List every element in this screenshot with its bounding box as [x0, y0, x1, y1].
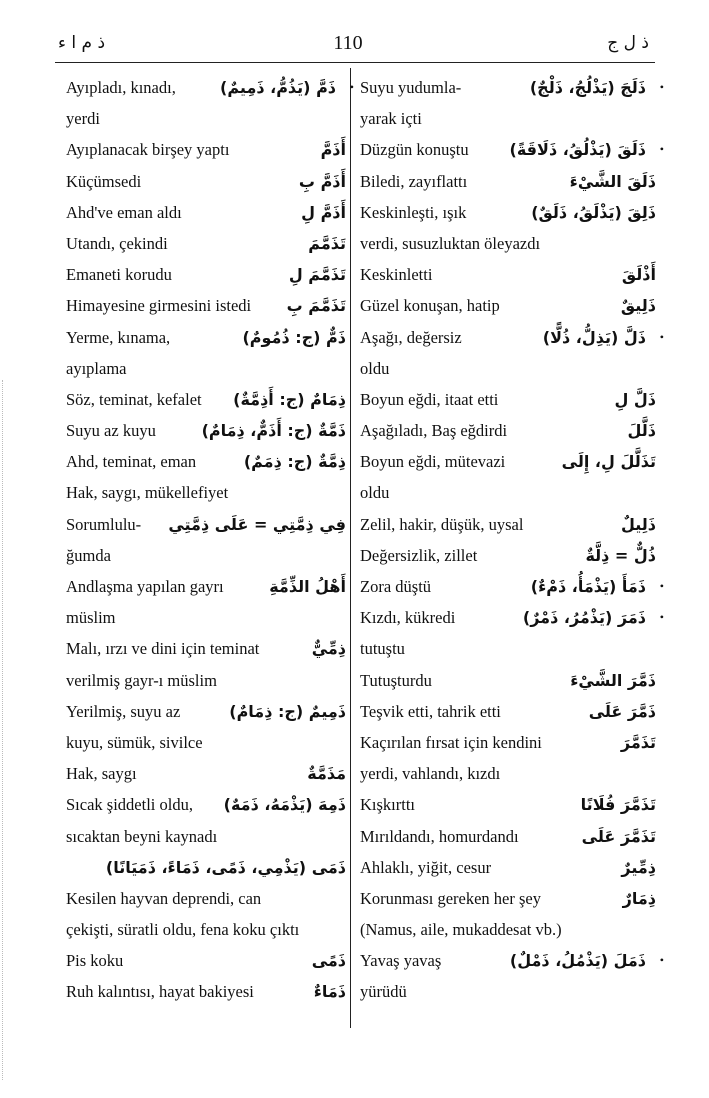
turkish-definition: Ruh kalıntısı, hayat bakiyesi — [66, 982, 254, 1002]
entry-row — [66, 384, 346, 415]
arabic-headword: ذِمِّيٌّ — [311, 639, 346, 659]
entry-row — [360, 353, 656, 384]
arabic-headword: ذَلِيلٌ — [620, 514, 656, 534]
entry-row — [66, 758, 346, 789]
turkish-definition: Ayıpladı, kınadı, — [66, 78, 176, 97]
turkish-definition: (Namus, aile, mukaddesat vb.) — [360, 920, 562, 940]
entry-bullet: • — [659, 329, 664, 344]
arabic-headword: تَذَمَّمَ — [308, 233, 346, 253]
turkish-definition: Sorumlulu- — [66, 514, 142, 534]
entry-row — [66, 415, 346, 446]
entry-row — [360, 883, 656, 914]
entry-bullet: • — [659, 142, 664, 157]
entry-bullet: • — [349, 80, 354, 94]
entry-row — [66, 945, 346, 976]
arabic-headword: تَذَمَّرَ — [620, 732, 656, 752]
entry-row — [360, 696, 656, 727]
entry-row — [66, 571, 346, 602]
header-right-letters: ذ ل ج — [607, 33, 649, 53]
entry-row — [360, 758, 656, 789]
turkish-definition: yerdi, vahlandı, kızdı — [360, 764, 501, 784]
turkish-definition: Hak, saygı — [66, 764, 137, 784]
arabic-headword: ذِمَامٌ (ج: أَذِمَّةٌ) — [233, 389, 346, 409]
entry-row — [360, 166, 656, 197]
entry-row — [66, 602, 346, 633]
arabic-headword: تَذَمَّرَ عَلَى — [581, 826, 656, 846]
entry-row — [360, 976, 656, 1007]
turkish-definition: Kaçırılan fırsat için kendini — [360, 732, 542, 752]
arabic-headword: ذَمَاءٌ — [313, 982, 346, 1002]
arabic-headword: مَذَمَّةٌ — [307, 764, 346, 784]
entry-row — [360, 322, 664, 353]
arabic-headword: ذَمًى — [311, 951, 346, 971]
entry-row — [66, 72, 354, 103]
turkish-definition: Kesilen hayvan deprendi, can — [66, 888, 262, 908]
turkish-definition: kuyu, sümük, sivilce — [66, 732, 203, 752]
arabic-headword: ذَمَّ (يَذُمُّ، ذَمِيمٌ) — [220, 78, 336, 97]
turkish-definition: Emaneti korudu — [66, 265, 172, 285]
entry-row — [360, 477, 656, 508]
entry-row — [360, 540, 656, 571]
arabic-headword: ذَمَأَ (يَذْمَأُ، ذَمْءٌ) — [530, 577, 646, 596]
entry-row — [360, 103, 656, 134]
arabic-headword: ذُلٌّ = ذِلَّةٌ — [585, 545, 656, 565]
turkish-definition: ğumda — [66, 545, 111, 565]
turkish-definition: Ayıplanacak birşey yaptı — [66, 140, 230, 160]
turkish-definition: Mırıldandı, homurdandı — [360, 826, 519, 846]
arabic-headword: فِي ذِمَّتِي = عَلَى ذِمَّتِي — [168, 514, 346, 534]
turkish-definition: Tutuşturdu — [360, 670, 432, 690]
arabic-headword: ذَلَّ (يَذِلُّ، ذُلًّا) — [542, 327, 646, 347]
turkish-definition: Malı, ırzı ve dini için teminat — [66, 639, 260, 659]
entry-bullet: • — [659, 80, 664, 94]
entry-row — [66, 134, 346, 165]
entry-row — [66, 727, 346, 758]
entry-row — [360, 197, 656, 228]
arabic-headword: ذَلِيقٌ — [620, 296, 656, 316]
turkish-definition: Düzgün konuştu — [360, 140, 469, 160]
turkish-definition: Korunması gereken her şey — [360, 888, 541, 908]
turkish-definition: Ahd, teminat, eman — [66, 452, 197, 472]
turkish-definition: Güzel konuşan, hatip — [360, 296, 500, 316]
right-column — [360, 72, 664, 1008]
arabic-headword: ذَمَّرَ الشَّيْءَ — [570, 670, 656, 690]
entry-row — [360, 72, 664, 103]
turkish-definition: Suyu yudumla- — [360, 78, 462, 97]
turkish-definition: Yerme, kınama, — [66, 327, 171, 347]
left-column — [66, 72, 354, 1008]
entry-row — [360, 259, 656, 290]
entry-row — [66, 290, 346, 321]
turkish-definition: Zelil, hakir, düşük, uysal — [360, 514, 524, 534]
arabic-headword: ذَمٌّ (ج: ذُمُومٌ) — [242, 327, 346, 347]
turkish-definition: oldu — [360, 483, 390, 503]
turkish-definition: ayıplama — [66, 358, 127, 378]
turkish-definition: Yavaş yavaş — [360, 951, 442, 971]
entry-row — [360, 727, 656, 758]
arabic-headword: ذِمَارٌ — [622, 888, 656, 908]
entry-row — [66, 228, 346, 259]
turkish-definition: verdi, susuzluktan öleyazdı — [360, 233, 541, 253]
entry-row — [360, 446, 656, 477]
entry-row — [360, 945, 664, 976]
entry-row — [66, 446, 346, 477]
entry-row — [360, 665, 656, 696]
page-number: 110 — [333, 32, 363, 54]
turkish-definition: yürüdü — [360, 982, 407, 1002]
arabic-headword: ذَلِقَ (يَذْلَقُ، ذَلَقٌ) — [531, 202, 656, 222]
turkish-definition: Pis koku — [66, 951, 124, 971]
turkish-definition: Küçümsedi — [66, 171, 142, 191]
entry-row — [360, 384, 656, 415]
turkish-definition: Boyun eğdi, mütevazi — [360, 452, 506, 472]
turkish-definition: Teşvik etti, tahrik etti — [360, 701, 501, 721]
turkish-definition: Suyu az kuyu — [66, 421, 156, 441]
turkish-definition: Kızdı, kükredi — [360, 608, 456, 628]
arabic-headword: ذَمِيمٌ (ج: ذِمَامٌ) — [229, 701, 346, 721]
arabic-headword: ذِمِّيرٌ — [621, 857, 656, 877]
entry-row — [360, 914, 656, 945]
entry-row — [66, 665, 346, 696]
turkish-definition: tutuştu — [360, 639, 405, 659]
turkish-definition: Keskinleşti, ışık — [360, 202, 467, 222]
arabic-headword: ذَمَّرَ عَلَى — [588, 701, 656, 721]
arabic-headword: ذَلَقَ الشَّيْءَ — [569, 171, 656, 191]
entry-row — [66, 852, 346, 883]
entry-row — [66, 509, 346, 540]
turkish-definition: Aşağı, değersiz — [360, 327, 462, 347]
entry-row — [360, 821, 656, 852]
arabic-headword: ذَلَجَ (يَذْلُجُ، ذَلْجٌ) — [529, 78, 646, 97]
arabic-headword: ذَمَرَ (يَذْمُرُ، ذَمْرٌ) — [522, 608, 646, 628]
entry-row — [66, 914, 346, 945]
entry-bullet: • — [659, 579, 664, 593]
entry-row — [66, 821, 346, 852]
entry-row — [360, 602, 664, 633]
binding-dots — [2, 380, 3, 1080]
turkish-definition: Yerilmiş, suyu az — [66, 701, 181, 721]
arabic-headword: أَهْلُ الذِّمَّةِ — [269, 577, 346, 596]
arabic-headword: ذَلَّ لِ — [614, 389, 656, 409]
turkish-definition: Zora düştü — [360, 577, 432, 596]
turkish-definition: Söz, teminat, kefalet — [66, 389, 202, 409]
arabic-headword: ذَلَقَ (يَذْلُقُ، ذَلَاقَةً) — [509, 140, 646, 160]
entry-row — [66, 259, 346, 290]
entry-row — [360, 509, 656, 540]
entry-row — [360, 633, 656, 664]
entry-row — [66, 883, 346, 914]
arabic-headword: ذَمِهَ (يَذْمَهُ، ذَمَهٌ) — [223, 795, 346, 815]
turkish-definition: Himayesine girmesini istedi — [66, 296, 252, 316]
entry-row — [360, 852, 656, 883]
entry-row — [66, 976, 346, 1007]
entry-row — [66, 322, 346, 353]
column-divider — [350, 68, 351, 1028]
header-rule — [55, 62, 655, 63]
turkish-definition: yarak içti — [360, 109, 422, 129]
arabic-headword: أَذَمَّ لِ — [301, 202, 346, 222]
arabic-headword: أَذْلَقَ — [621, 265, 656, 285]
arabic-headword: ذِمَّةٌ (ج: ذِمَمٌ) — [243, 452, 346, 472]
entry-row — [360, 228, 656, 259]
entry-row — [360, 571, 664, 602]
entry-row — [66, 353, 346, 384]
entry-bullet: • — [659, 953, 664, 968]
turkish-definition: müslim — [66, 608, 116, 628]
turkish-definition: Andlaşma yapılan gayrı — [66, 577, 224, 596]
turkish-definition: çekişti, süratli oldu, fena koku çıktı — [66, 920, 300, 940]
entry-row — [66, 103, 346, 134]
turkish-definition: yerdi — [66, 109, 100, 129]
turkish-definition: Keskinletti — [360, 265, 433, 285]
turkish-definition: Sıcak şiddetli oldu, — [66, 795, 193, 815]
turkish-definition: Aşağıladı, Baş eğdirdi — [360, 421, 508, 441]
arabic-headword: ذَمَّةٌ (ج: أَذَمٌّ، ذِمَامٌ) — [201, 421, 346, 441]
entry-row — [66, 633, 346, 664]
turkish-definition: Ahd've eman aldı — [66, 202, 182, 222]
turkish-definition: Ahlaklı, yiğit, cesur — [360, 857, 492, 877]
turkish-definition: Kışkırttı — [360, 795, 416, 815]
turkish-definition: verilmiş gayr-ı müslim — [66, 670, 217, 690]
arabic-headword: ذَمَى (يَذْمِي، ذَمًى، ذَمَاءً، ذَمَيَانًا) — [105, 857, 346, 877]
arabic-headword: أَذَمَّ — [320, 140, 346, 160]
turkish-definition: Hak, saygı, mükellefiyet — [66, 483, 229, 503]
arabic-headword: ذَمَلَ (يَذْمُلُ، ذَمْلٌ) — [509, 951, 646, 971]
entry-row — [66, 696, 346, 727]
entry-row — [360, 415, 656, 446]
entry-row — [66, 166, 346, 197]
entry-row — [66, 540, 346, 571]
turkish-definition: Değersizlik, zillet — [360, 545, 478, 565]
arabic-headword: ذَلَّلَ — [627, 421, 656, 441]
turkish-definition: Boyun eğdi, itaat etti — [360, 389, 499, 409]
header-left-letters: ذ م ا ء — [58, 33, 106, 53]
entry-row — [66, 789, 346, 820]
entry-row — [360, 290, 656, 321]
entry-row — [360, 789, 656, 820]
entry-bullet: • — [659, 610, 664, 625]
turkish-definition: Biledi, zayıflattı — [360, 171, 468, 191]
arabic-headword: أَذَمَّ بِ — [298, 171, 346, 191]
entry-row — [360, 134, 664, 165]
entry-row — [66, 477, 346, 508]
entry-row — [66, 197, 346, 228]
turkish-definition: oldu — [360, 358, 390, 378]
arabic-headword: تَذَمَّمَ لِ — [288, 265, 346, 285]
arabic-headword: تَذَلَّلَ لِ، إِلَى — [561, 452, 656, 472]
turkish-definition: sıcaktan beyni kaynadı — [66, 826, 218, 846]
arabic-headword: تَذَمَّرَ فُلَانًا — [580, 795, 656, 815]
arabic-headword: تَذَمَّمَ بِ — [286, 296, 346, 316]
turkish-definition: Utandı, çekindi — [66, 233, 168, 253]
